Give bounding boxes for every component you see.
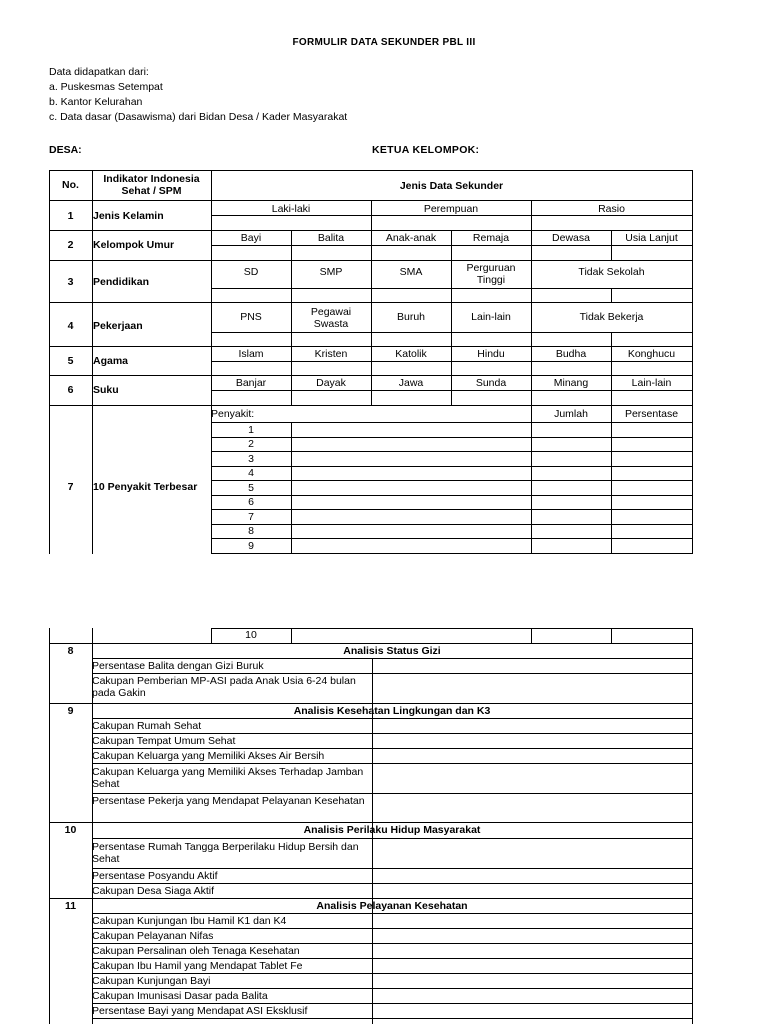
section-number: 10	[64, 824, 77, 836]
table-border-line	[451, 302, 452, 346]
table-border-line	[92, 973, 693, 974]
disease-number: 7	[248, 511, 254, 523]
table-border-line	[611, 405, 612, 554]
table-border-line	[92, 733, 693, 734]
cell-header: Dewasa	[552, 232, 590, 244]
row-label: Pendidikan	[93, 276, 150, 288]
table-border-line	[211, 538, 693, 539]
cell-header: SMA	[399, 266, 423, 278]
table-border-line	[92, 928, 693, 929]
jumlah-header: Jumlah	[554, 408, 588, 420]
cell-header: Perguruan Tinggi	[466, 262, 516, 286]
cell-header: Anak-anak	[385, 232, 437, 244]
table-border-line	[92, 838, 693, 839]
table-border-line	[92, 883, 693, 884]
indicator-item: Persentase Balita dengan Gizi Buruk	[92, 660, 264, 672]
table-border-line	[92, 793, 693, 794]
disease-number: 10	[245, 629, 257, 641]
table-border-line	[692, 628, 693, 1024]
table-border-line	[49, 170, 693, 171]
cell-header: SD	[243, 266, 259, 278]
section-title: Analisis Kesehatan Lingkungan dan K3	[293, 705, 491, 717]
table-border-line	[211, 509, 693, 510]
indicator-item: Persentase Bayi yang Mendapat ASI Eksklusif	[92, 1005, 308, 1017]
table-border-line	[211, 422, 693, 423]
cell-header: Hindu	[477, 348, 505, 360]
cell-header: PNS	[240, 311, 262, 323]
indicator-item: Cakupan Rumah Sehat	[92, 720, 202, 732]
table-border-line	[211, 480, 693, 481]
indicator-item: Cakupan Kunjungan Bayi	[92, 975, 211, 987]
row-number: 1	[67, 210, 74, 222]
table-border-line	[371, 302, 372, 346]
cell-header: Sunda	[475, 377, 507, 389]
row-number: 5	[67, 355, 74, 367]
disease-number: 1	[248, 424, 254, 436]
table-border-line	[49, 643, 693, 644]
cell-header: Dayak	[316, 377, 346, 389]
row-label: Suku	[93, 384, 119, 396]
data-source-block	[49, 65, 347, 125]
table-border-line	[611, 288, 612, 302]
cell-header: Jawa	[398, 377, 424, 389]
section-number: 11	[64, 900, 77, 912]
cell-header: Bayi	[240, 232, 262, 244]
table-border-line	[92, 958, 693, 959]
cell-header: SMP	[319, 266, 343, 278]
table-border-line	[291, 422, 292, 554]
desa-label: DESA:	[49, 144, 82, 156]
indicator-item: Cakupan Keluarga yang Memiliki Akses Terhadap Jamban Sehat	[92, 766, 364, 790]
row-label: Pekerjaan	[93, 320, 143, 332]
row-number: 2	[67, 239, 74, 251]
table-border-line	[211, 332, 693, 333]
table-border-line	[92, 943, 693, 944]
table-border-line	[211, 288, 693, 289]
column-header-jenis-data: Jenis Data Sekunder	[399, 180, 504, 192]
indicator-item: Cakupan Imunisasi Dasar pada Balita	[92, 990, 268, 1002]
disease-number: 9	[248, 540, 254, 552]
cell-header: Katolik	[395, 348, 427, 360]
cell-header: Remaja	[472, 232, 510, 244]
cell-header: Budha	[555, 348, 587, 360]
disease-number: 3	[248, 453, 254, 465]
table-border-line	[211, 553, 693, 554]
table-border-line	[291, 628, 292, 643]
disease-number: 8	[248, 525, 254, 537]
section-number: 8	[67, 645, 74, 657]
table-border-line	[211, 451, 693, 452]
indicator-item: Cakupan Kunjungan Ibu Hamil K1 dan K4	[92, 915, 287, 927]
table-border-line	[92, 868, 693, 869]
cell-header: Tidak Bekerja	[579, 311, 644, 323]
indicator-item: Cakupan Pelayanan Nifas	[92, 930, 214, 942]
row-number: 6	[67, 384, 74, 396]
indicator-item: Persentase Rumah Tangga Berperilaku Hidup Bersih dan Sehat	[92, 841, 359, 865]
disease-number: 5	[248, 482, 254, 494]
row-number: 4	[67, 320, 74, 332]
cell-header: Minang	[553, 377, 589, 389]
table-border-line	[211, 215, 693, 216]
row-label: Agama	[93, 355, 129, 367]
table-border-line	[611, 628, 612, 643]
indicator-item: Cakupan Desa Siaga Aktif	[92, 885, 214, 897]
disease-number: 2	[248, 438, 254, 450]
indicator-item: Cakupan Ibu Hamil yang Mendapat Tablet Fe	[92, 960, 303, 972]
cell-header: Lain-lain	[471, 311, 511, 323]
table-border-line	[92, 718, 693, 719]
table-border-line	[211, 245, 693, 246]
page-title: FORMULIR DATA SEKUNDER PBL III	[292, 37, 476, 48]
row-number: 3	[67, 276, 74, 288]
cell-header: Tidak Sekolah	[578, 266, 645, 278]
data-source-item: b. Kantor Kelurahan	[49, 96, 143, 108]
indicator-item: Cakupan Keluarga yang Memiliki Akses Air Bersih	[92, 750, 325, 762]
table-border-line	[92, 1018, 693, 1019]
section-title: Analisis Status Gizi	[343, 645, 441, 657]
column-header-indikator: Indikator Indonesia Sehat / SPM	[103, 173, 200, 197]
indicator-item: Persentase Pekerja yang Mendapat Pelayanan Kesehatan	[92, 795, 365, 807]
row-label: Kelompok Umur	[93, 239, 175, 251]
table-border-line	[531, 302, 532, 346]
indicator-item: Persentase Posyandu Aktif	[92, 870, 218, 882]
cell-header: Buruh	[396, 311, 426, 323]
cell-header: Banjar	[235, 377, 267, 389]
cell-header: Perempuan	[423, 203, 479, 215]
cell-header: Konghucu	[627, 348, 676, 360]
table-border-line	[92, 658, 693, 659]
indicator-item: Cakupan Pemberian MP-ASI pada Anak Usia 6-24 bulan pada Gakin	[92, 675, 356, 699]
table-border-line	[92, 1003, 693, 1004]
indicator-item: Cakupan Tempat Umum Sehat	[92, 735, 236, 747]
disease-number: 4	[248, 467, 254, 479]
table-border-line	[92, 673, 693, 674]
cell-header: Balita	[317, 232, 345, 244]
section-number: 9	[67, 705, 74, 717]
data-source-intro: Data didapatkan dari:	[49, 66, 149, 78]
table-border-line	[451, 260, 452, 302]
cell-header: Laki-laki	[271, 203, 311, 215]
data-source-item: a. Puskesmas Setempat	[49, 81, 163, 93]
data-source-item: c. Data dasar (Dasawisma) dari Bidan Desa / Kader Masyarakat	[49, 111, 348, 123]
table-border-line	[49, 703, 693, 704]
table-border-line	[92, 748, 693, 749]
table-border-line	[211, 361, 693, 362]
row-label: Jenis Kelamin	[93, 210, 164, 222]
table-border-line	[49, 822, 693, 823]
cell-header: Rasio	[598, 203, 625, 215]
indicator-item: Cakupan Persalinan oleh Tenaga Kesehatan	[92, 945, 300, 957]
cell-header: Lain-lain	[631, 377, 672, 389]
table-border-line	[692, 170, 693, 554]
section-title: Analisis Pelayanan Kesehatan	[316, 900, 468, 912]
table-border-line	[531, 628, 532, 643]
ketua-kelompok-label: KETUA KELOMPOK:	[372, 144, 480, 156]
table-border-line	[92, 763, 693, 764]
table-border-line	[291, 302, 292, 346]
table-border-line	[611, 332, 612, 346]
cell-header: Pegawai Swasta	[310, 306, 352, 330]
penyakit-label: Penyakit:	[211, 408, 255, 420]
cell-header: Usia Lanjut	[625, 232, 678, 244]
row-label: 10 Penyakit Terbesar	[93, 481, 198, 493]
table-border-line	[49, 405, 693, 406]
table-border-line	[531, 405, 532, 554]
table-border-line	[92, 988, 693, 989]
persentase-header: Persentase	[624, 408, 679, 420]
table-border-line	[211, 390, 693, 391]
disease-number: 6	[248, 496, 254, 508]
table-border-line	[92, 913, 693, 914]
cell-header: Islam	[238, 348, 264, 360]
row-number: 7	[67, 481, 74, 493]
cell-header: Kristen	[314, 348, 348, 360]
section-title: Analisis Perilaku Hidup Masyarakat	[303, 824, 481, 836]
table-border-line	[49, 898, 693, 899]
column-header-no: No.	[62, 179, 79, 191]
